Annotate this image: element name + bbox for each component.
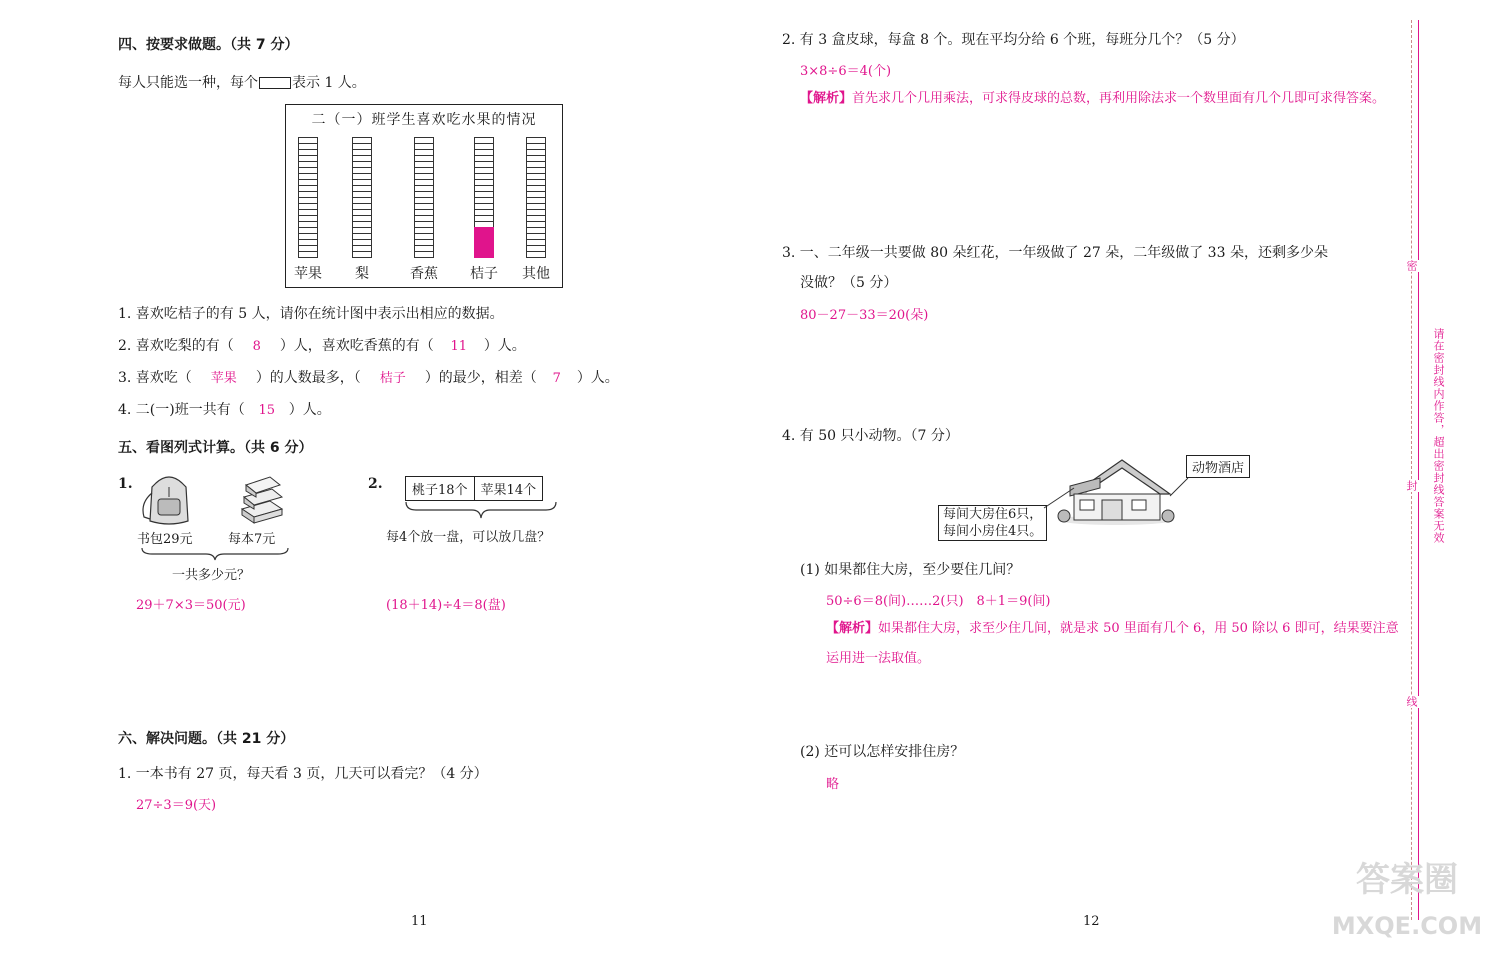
right-q4-1-analysis bbox=[826, 614, 1400, 674]
section4-q2 bbox=[118, 335, 526, 355]
q2-text-c: ）人。 bbox=[483, 338, 526, 354]
right-q4: 4. 有 50 只小动物。（7 分） bbox=[782, 428, 959, 444]
p1-brace bbox=[140, 546, 290, 562]
seal-mark-1: 密 bbox=[1405, 260, 1418, 272]
right-q4-1: (1) 如果都住大房，至少要住几间？ bbox=[800, 562, 1021, 578]
section4-q4 bbox=[118, 399, 331, 419]
p2-answer[interactable]: (18＋14)÷4＝8(盘) bbox=[386, 598, 506, 613]
seal-line bbox=[1418, 20, 1419, 920]
section5-title: 五、看图列式计算。（共 6 分） bbox=[118, 440, 313, 456]
section6-q1: 1. 一本书有 27 页，每天看 3 页，几天可以看完？（4 分） bbox=[118, 766, 488, 782]
p2-apple-box: 苹果14个 bbox=[474, 477, 543, 500]
page-number-right: 12 bbox=[1083, 914, 1100, 929]
q4-text-a: 4. 二(一)班一共有（ bbox=[118, 402, 245, 418]
q3-answer-least[interactable]: 桔子 bbox=[379, 371, 406, 386]
room-info-large: 每间大房住6只， bbox=[943, 507, 1043, 522]
backpack-icon bbox=[136, 473, 202, 529]
chart-cell[interactable] bbox=[414, 251, 434, 258]
chart-cell[interactable] bbox=[352, 251, 372, 258]
books-icon bbox=[236, 475, 288, 525]
chart-column-3 bbox=[474, 137, 494, 257]
right-q3-line2: 没做？（5 分） bbox=[800, 275, 898, 291]
chart-category-label: 桔子 bbox=[470, 266, 498, 282]
p1-bag-price: 书包29元 bbox=[137, 532, 193, 547]
chart-category-label: 苹果 bbox=[294, 266, 322, 282]
section6-title: 六、解决问题。（共 21 分） bbox=[118, 731, 295, 747]
chart-cell[interactable] bbox=[474, 251, 494, 258]
q4-text-b: ）人。 bbox=[288, 402, 331, 418]
seal-mark-3: 线 bbox=[1405, 696, 1418, 708]
analysis-tag: 【解析】 bbox=[800, 91, 853, 106]
p2-question: 每4个放一盘，可以放几盘？ bbox=[386, 530, 551, 545]
q3-answer-diff[interactable]: 7 bbox=[552, 371, 561, 386]
section4-title: 四、按要求做题。（共 7 分） bbox=[118, 37, 299, 53]
chart-cell[interactable] bbox=[298, 251, 318, 258]
right-q2: 2. 有 3 盒皮球，每盒 8 个。现在平均分给 6 个班，每班分几个？（5 分） bbox=[782, 32, 1245, 48]
fruit-chart bbox=[285, 104, 563, 288]
right-q4-2: (2) 还可以怎样安排住房？ bbox=[800, 744, 965, 760]
seal-notice: 请在密封线内作答，超出密封线答案无效 bbox=[1432, 328, 1445, 544]
q3-text-b: ）的人数最多，（ bbox=[255, 370, 361, 386]
q2-answer-banana[interactable]: 11 bbox=[450, 339, 468, 354]
right-q2-analysis bbox=[800, 84, 1400, 114]
right-q3-line1: 3. 一、二年级一共要做 80 朵红花，一年级做了 27 朵，二年级做了 33 朵，还剩多少朵 bbox=[782, 245, 1328, 261]
p1-number: 1. bbox=[118, 476, 133, 492]
seal-mark-2: 封 bbox=[1405, 480, 1418, 492]
chart-category-label: 梨 bbox=[355, 266, 369, 282]
chart-column-4 bbox=[526, 137, 546, 257]
p2-brace bbox=[404, 500, 558, 520]
p1-answer[interactable]: 29＋7×3＝50(元) bbox=[136, 598, 246, 613]
right-q4-2-answer[interactable]: 略 bbox=[826, 777, 840, 792]
chart-category-label: 其他 bbox=[522, 266, 550, 282]
section4-q1: 1. 喜欢吃桔子的有 5 人，请你在统计图中表示出相应的数据。 bbox=[118, 306, 504, 322]
chart-title: 二（一）班学生喜欢吃水果的情况 bbox=[311, 112, 537, 128]
right-q3-answer[interactable]: 80－27－33＝20(朵) bbox=[800, 308, 929, 323]
right-q2-answer[interactable]: 3×8÷6＝4(个) bbox=[800, 64, 892, 79]
chart-column-1 bbox=[352, 137, 372, 257]
q3-answer-most[interactable]: 苹果 bbox=[210, 371, 237, 386]
section6-q1-answer[interactable]: 27÷3＝9(天) bbox=[136, 798, 217, 813]
chart-category-label: 香蕉 bbox=[410, 266, 438, 282]
callout-lines bbox=[1040, 468, 1190, 518]
analysis-tag: 【解析】 bbox=[826, 621, 879, 636]
room-info-box bbox=[938, 505, 1047, 541]
analysis-text: 首先求几个几用乘法，可求得皮球的总数，再利用除法求一个数里面有几个几即可求得答案。 bbox=[852, 91, 1386, 106]
q4-answer-total[interactable]: 15 bbox=[258, 403, 275, 418]
hotel-label: 动物酒店 bbox=[1186, 455, 1250, 478]
instruction-text: 每人只能选一种，每个 bbox=[118, 75, 258, 91]
q2-answer-pear[interactable]: 8 bbox=[252, 339, 261, 354]
p2-peach-box: 桃子18个 bbox=[412, 483, 468, 498]
watermark-url: MXQE.COM bbox=[1331, 912, 1483, 940]
p2-number: 2. bbox=[368, 476, 383, 492]
q3-text-d: ）人。 bbox=[576, 370, 619, 386]
unit-box-icon bbox=[259, 77, 291, 89]
q2-text-b: ）人，喜欢吃香蕉的有（ bbox=[279, 338, 434, 354]
seal-dotted-line bbox=[1411, 20, 1412, 920]
q3-text-a: 3. 喜欢吃（ bbox=[118, 370, 192, 386]
watermark-logo: 答案圈 bbox=[1356, 860, 1458, 900]
room-info-small: 每间小房住4只。 bbox=[943, 524, 1043, 539]
p1-question: 一共多少元？ bbox=[172, 568, 251, 583]
right-q4-1-answer[interactable]: 50÷6＝8(间)……2(只) 8＋1＝9(间) bbox=[826, 594, 1051, 609]
section4-instruction bbox=[118, 72, 366, 92]
q2-text-a: 2. 喜欢吃梨的有（ bbox=[118, 338, 234, 354]
instruction-text-end: 表示 1 人。 bbox=[292, 75, 366, 91]
chart-column-2 bbox=[414, 137, 434, 257]
q3-text-c: ）的最少，相差（ bbox=[424, 370, 537, 386]
chart-cell[interactable] bbox=[526, 251, 546, 258]
p2-box-row bbox=[405, 476, 543, 501]
chart-column-0 bbox=[298, 137, 318, 257]
analysis-text: 如果都住大房，求至少住几间，就是求 50 里面有几个 6，用 50 除以 6 即可，结果要注意运用进一法取值。 bbox=[826, 621, 1399, 666]
p1-book-price: 每本7元 bbox=[228, 532, 276, 547]
section4-q3 bbox=[118, 367, 619, 387]
page-number-left: 11 bbox=[411, 914, 428, 929]
